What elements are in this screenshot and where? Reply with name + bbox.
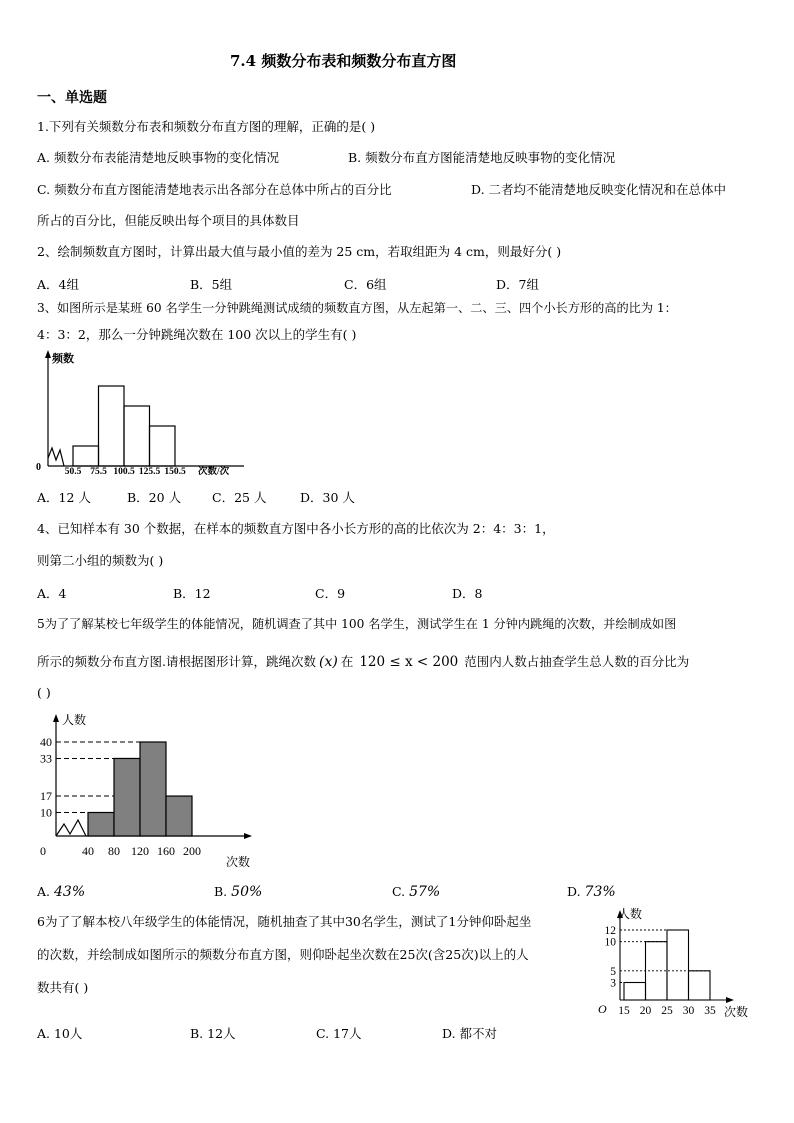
q5-line2a: 所示的频数分布直方图.请根据图形计算，跳绳次数 [37, 654, 316, 669]
q3-x-tick: 50.5 [64, 467, 82, 477]
q2-option-d[interactable]: D．7组 [496, 277, 539, 292]
q3-option-b[interactable]: B．20 人 [127, 490, 182, 505]
q5-line2c: 范围内人数占抽查学生总人数的百分比为 [464, 654, 690, 669]
q3-x-tick: 100.5 [113, 467, 135, 477]
q6-y-tick: 12 [604, 925, 616, 937]
q6-histogram [594, 904, 764, 1024]
q3-x-tick: 125.5 [138, 467, 161, 477]
q5-x-tick: 40 [82, 844, 94, 858]
q1-option-c[interactable]: C. 频数分布直方图能清楚地表示出各部分在总体中所占的百分比 [37, 182, 392, 197]
q3-option-d[interactable]: D．30 人 [300, 490, 355, 505]
q1-option-a[interactable]: A. 频数分布表能清楚地反映事物的变化情况 [37, 150, 279, 165]
q5-y-label: 人数 [62, 713, 87, 727]
q3-axis-break [48, 448, 64, 466]
q5-option-a: A. 43% [37, 884, 86, 900]
q5-stem-line1: 5为了了解某校七年级学生的体能情况，随机调查了其中 100 名学生，测试学生在 1 分钟内跳绳的次数，并绘制成如图 [37, 617, 677, 631]
q4-option-b[interactable]: B．12 [173, 586, 211, 601]
q5-line2b: 在 [340, 654, 354, 669]
q3-bar [99, 386, 125, 466]
q6-stem-line2: 的次数，并绘制成如图所示的频数分布直方图，则仰卧起坐次数在25次(含25次)以上的人 [37, 947, 529, 962]
q5-origin: 0 [40, 844, 46, 858]
q6-option-d[interactable]: D. 都不对 [442, 1026, 498, 1041]
q6-x-tick: 35 [704, 1005, 716, 1017]
q5-axis-break [56, 820, 86, 836]
q3-bar [124, 406, 150, 466]
q5-x-tick: 160 [157, 844, 175, 858]
q4-stem-line1: 4、已知样本有 30 个数据，在样本的频数直方图中各小长方形的高的比依次为 2：4：3：1， [37, 521, 555, 536]
q3-option-c[interactable]: C．25 人 [212, 490, 267, 505]
q6-y-tick: 10 [604, 936, 616, 949]
q6-bar [689, 971, 711, 1000]
q6-bar [667, 930, 689, 1000]
q6-x-tick: 20 [639, 1005, 652, 1017]
q4-option-a[interactable]: A．4 [37, 586, 67, 601]
q6-option-c[interactable]: C. 17人 [316, 1026, 362, 1041]
q3-x-label: 次数/次 [198, 467, 230, 477]
q5-y-tick: 33 [40, 751, 52, 766]
q5-x-label: 次数 [226, 855, 251, 869]
q6-option-b[interactable]: B. 12人 [190, 1026, 236, 1041]
q6-stem-line3: 数共有( ) [37, 980, 89, 995]
q5-bar [88, 813, 114, 837]
q5-option-b-value: 50% [231, 884, 263, 900]
q6-origin: O [598, 1002, 607, 1016]
q3-x-tick: 150.5 [164, 467, 186, 477]
q3-bar [73, 446, 99, 466]
q2-option-c[interactable]: C．6组 [344, 277, 387, 292]
q3-histogram [34, 348, 254, 478]
q4-option-d[interactable]: D．8 [452, 586, 483, 601]
q3-y-axis-arrow [45, 350, 51, 358]
q5-x-tick: 120 [131, 844, 149, 858]
section-heading: 一、单选题 [37, 90, 107, 106]
q5-option-d: D. 73% [567, 884, 616, 900]
q6-x-tick: 30 [682, 1005, 695, 1017]
q5-option-a-value: 43% [54, 884, 86, 900]
q5-y-tick: 40 [40, 735, 52, 749]
q6-x-axis-arrow [726, 997, 734, 1003]
q5-option-c: C. 57% [392, 884, 441, 900]
q2-option-b[interactable]: B．5组 [190, 277, 233, 292]
q5-x-tick: 80 [108, 844, 120, 858]
q5-range: 120 ≤ x < 200 [359, 654, 459, 670]
q3-origin: 0 [36, 462, 41, 473]
q3-y-label: 频数 [52, 353, 74, 365]
q6-y-label: 人数 [618, 907, 643, 921]
q6-y-tick: 3 [610, 977, 616, 990]
q5-option-b: B. 50% [214, 884, 263, 900]
q5-stem-line2 [37, 654, 689, 670]
q4-option-c[interactable]: C．9 [315, 586, 346, 601]
q6-option-a[interactable]: A. 10人 [37, 1026, 83, 1041]
q6-x-tick: 15 [618, 1005, 630, 1017]
q5-bar [166, 796, 192, 836]
q1-option-d[interactable]: D. 二者均不能清楚地反映变化情况和在总体中 [471, 182, 727, 197]
q3-bar [150, 426, 176, 466]
q2-option-a[interactable]: A．4组 [37, 277, 79, 292]
q1-option-d-cont: 所占的百分比，但能反映出每个项目的具体数目 [37, 213, 300, 228]
page-title: 7.4 频数分布表和频数分布直方图 [230, 52, 457, 70]
q3-option-a[interactable]: A．12 人 [37, 490, 91, 505]
q6-stem-line1: 6为了了解本校八年级学生的体能情况，随机抽查了其中30名学生，测试了1分钟仰卧起坐 [37, 914, 532, 929]
q5-x-axis-arrow [244, 833, 252, 839]
q6-bar [624, 983, 646, 1001]
q5-option-d-value: 73% [584, 884, 616, 900]
q5-bar [114, 758, 140, 836]
q5-bar [140, 742, 166, 836]
q3-stem-line1: 3、如图所示是某班 60 名学生一分钟跳绳测试成绩的频数直方图，从左起第一、二、三、四个小长方形的高的比为 1： [37, 301, 677, 315]
q5-y-tick: 10 [40, 805, 52, 820]
q5-stem-line3: ( ) [37, 685, 51, 700]
q5-x-symbol: (x) [318, 654, 338, 670]
q2-stem: 2、绘制频数直方图时，计算出最大值与最小值的差为 25 cm，若取组距为 4 cm，则最好分( ) [37, 244, 562, 259]
q5-y-tick: 17 [40, 789, 52, 804]
q5-y-axis-arrow [53, 714, 59, 722]
q5-option-c-value: 57% [409, 884, 441, 900]
q6-x-label: 次数 [724, 1005, 749, 1019]
q5-histogram [34, 710, 274, 870]
q3-x-tick: 75.5 [90, 467, 107, 477]
q3-stem-line2: 4：3：2，那么一分钟跳绳次数在 100 次以上的学生有( ) [37, 327, 357, 342]
q4-stem-line2: 则第二小组的频数为( ) [37, 553, 164, 568]
q5-x-tick: 200 [183, 844, 201, 858]
q1-option-b[interactable]: B. 频数分布直方图能清楚地反映事物的变化情况 [348, 150, 616, 165]
q1-stem: 1.下列有关频数分布表和频数分布直方图的理解，正确的是( ) [37, 119, 376, 134]
q6-x-tick: 25 [661, 1005, 673, 1017]
q6-y-tick: 5 [610, 965, 616, 978]
